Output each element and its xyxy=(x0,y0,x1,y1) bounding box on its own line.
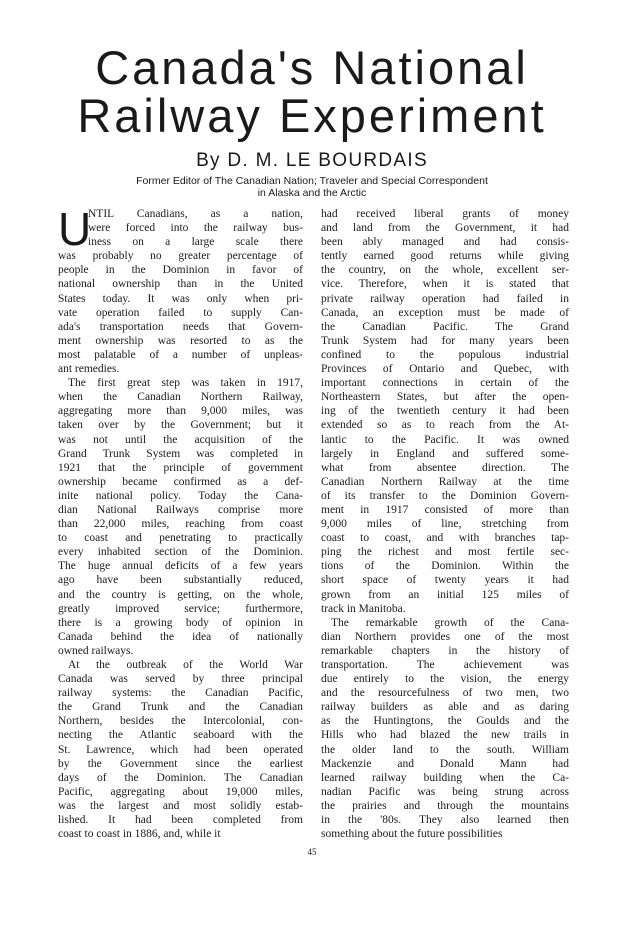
text-line: in the '80s. They also learned then xyxy=(321,814,569,827)
text-line: taken over by the Government; but it xyxy=(58,419,303,432)
text-line: Pacific, aggregating about 19,000 miles, xyxy=(58,785,303,798)
left-text-column xyxy=(58,203,303,841)
text-line: coast to coast, and with branches tap- xyxy=(321,532,569,545)
text-line: St. Lawrence, which had been operated xyxy=(58,743,303,756)
text-line: lished. It had been completed from xyxy=(58,814,303,827)
text-line: lantic to the Pacific. It was owned xyxy=(321,433,569,446)
text-line: largely in England and suffered some- xyxy=(321,447,569,460)
text-line: aggregating more than 9,000 miles, was xyxy=(58,405,303,418)
text-line: due entirely to the vision, the energy xyxy=(321,673,569,686)
text-line: short space of twenty years it had xyxy=(321,574,569,587)
text-line: necting the Atlantic seaboard with the xyxy=(58,729,303,742)
text-line: Trunk System had for many years been xyxy=(321,334,569,347)
text-line: greatly improved service; furthermore, xyxy=(58,602,303,615)
text-line: the Canadian Pacific. The Grand xyxy=(321,320,569,333)
text-line: learned railway building when the Ca- xyxy=(321,771,569,784)
text-line: and the country is getting, on the whole, xyxy=(58,588,303,601)
text-line: ing of the twentieth century it had been xyxy=(321,405,569,418)
text-line: Northeastern States, but after the open- xyxy=(321,391,569,404)
text-line: vice. Therefore, when it is stated that xyxy=(321,278,569,291)
text-line: Provinces of Ontario and Quebec, with xyxy=(321,363,569,376)
text-line: ant remedies. xyxy=(58,363,120,376)
text-line: most palatable of a number of unpleas- xyxy=(58,348,303,361)
text-line: ment ownership was resorted to as the xyxy=(58,334,303,347)
author-byline: By D. M. LE BOURDAIS xyxy=(196,150,428,171)
text-line: ment in 1917 consisted of more than xyxy=(321,503,569,516)
text-line: private railway operation had failed in xyxy=(321,292,569,305)
text-line: 9,000 miles of line, stretching from xyxy=(321,518,569,531)
text-line: Northern, besides the Intercolonial, con- xyxy=(58,715,303,728)
text-line: and land from the Government, it had xyxy=(321,222,569,235)
text-line: iness on a large scale there xyxy=(88,236,303,249)
text-line: railway builders as able and as daring xyxy=(321,701,569,714)
text-line: remarkable chapters in the history of xyxy=(321,644,569,657)
text-line: transportation. The achievement was xyxy=(321,659,569,671)
text-line: nadian Pacific was being strung across xyxy=(321,785,569,798)
text-line: was the largest and most solidly estab- xyxy=(58,799,303,812)
text-line: Mackenzie and Donald Mann had xyxy=(321,757,569,770)
text-line: than 22,000 miles, reaching from coast xyxy=(58,518,303,531)
text-line: 1921 that the principle of government xyxy=(58,461,303,474)
text-line: the Grand Trunk and the Canadian xyxy=(58,701,303,714)
text-line: every inhabited section of the Dominion. xyxy=(58,546,303,559)
text-line: days of the Dominion. The Canadian xyxy=(58,771,303,784)
text-line: Canada, an exception must be made of xyxy=(321,306,569,319)
text-line: been ably managed and had consis- xyxy=(321,236,569,249)
text-line: vate operation failed to supply Can- xyxy=(58,306,303,319)
text-line: coast to coast in 1886, and, while it xyxy=(58,828,221,841)
text-line: ping the richest and most fertile sec- xyxy=(321,546,569,559)
text-line: tently earned good returns while giving xyxy=(321,250,569,263)
text-line: the older land to the south. William xyxy=(321,743,569,756)
text-line: the prairies and through the mountains xyxy=(321,799,569,812)
text-line: The first great step was taken in 1917, xyxy=(68,377,303,390)
text-line: Hills who had blazed the new trails in xyxy=(321,729,569,742)
text-line: States today. It was only when pri- xyxy=(58,292,303,305)
text-line: people in the Dominion in favor of xyxy=(58,264,303,277)
text-line: dian National Railways comprise more xyxy=(58,503,303,516)
text-line: when the Canadian Northern Railway, xyxy=(58,391,303,404)
text-line: ownership became confirmed as a def- xyxy=(58,475,303,488)
right-text-column xyxy=(321,207,569,841)
text-line: dian Northern provides one of the most xyxy=(321,630,569,643)
text-line: was probably no greater percentage of xyxy=(58,250,303,263)
article-title-line-2: Railway Experiment xyxy=(77,89,547,142)
text-line: grown from an initial 125 miles of xyxy=(321,588,569,601)
text-line: ago have been substantially reduced, xyxy=(58,574,303,587)
text-line: something about the future possibilities xyxy=(321,828,503,841)
text-line: ada's transportation needs that Govern- xyxy=(58,320,303,333)
text-line: the country, on the whole, excellent ser- xyxy=(321,264,569,277)
text-line: was not until the acquisition of the xyxy=(58,433,303,446)
text-line: national ownership than in the United xyxy=(58,278,303,291)
text-line: confined to the populous industrial xyxy=(321,348,569,361)
text-line: track in Manitoba. xyxy=(321,602,406,615)
text-line: tions of the Dominion. Within the xyxy=(321,560,569,573)
text-line: Grand Trunk System was completed in xyxy=(58,447,303,460)
text-line: Canada was served by three principal xyxy=(58,673,303,686)
text-line: were forced into the railway bus- xyxy=(88,222,303,235)
text-line: inite national policy. Today the Cana- xyxy=(58,489,303,502)
author-affiliation-line-1: Former Editor of The Canadian Nation; Traveler and Special Correspondent xyxy=(136,175,488,187)
article-title-line-1: Canada's National xyxy=(95,41,529,94)
text-line: and the resourcefulness of two men, two xyxy=(321,687,569,700)
text-line: Canadian Northern Railway at the time xyxy=(321,475,569,488)
drop-cap: U xyxy=(58,203,92,255)
text-line: railway systems: the Canadian Pacific, xyxy=(58,687,303,700)
text-line: extended so as to reach from the At- xyxy=(321,419,569,432)
text-line: NTIL Canadians, as a nation, xyxy=(88,208,303,220)
text-line: what from absentee direction. The xyxy=(321,461,569,474)
text-line: as the Huntingtons, the Goulds and the xyxy=(321,715,569,728)
text-line: by the Government since the earliest xyxy=(58,757,303,770)
text-line: of its transfer to the Dominion Govern- xyxy=(321,489,569,502)
text-line: The remarkable growth of the Cana- xyxy=(331,616,569,629)
page-number: 45 xyxy=(307,847,317,857)
text-line: At the outbreak of the World War xyxy=(68,659,303,671)
text-line: had received liberal grants of money xyxy=(321,208,569,220)
text-line: The huge annual deficits of a few years xyxy=(58,560,303,573)
text-line: Canada behind the idea of nationally xyxy=(58,630,303,643)
text-line: important connections in certain of the xyxy=(321,377,569,390)
text-line: to coast and penetrating to practically xyxy=(58,532,303,545)
text-line: there is a growing body of opinion in xyxy=(58,616,303,629)
text-line: owned railways. xyxy=(58,644,134,657)
author-affiliation-line-2: in Alaska and the Arctic xyxy=(257,187,367,199)
